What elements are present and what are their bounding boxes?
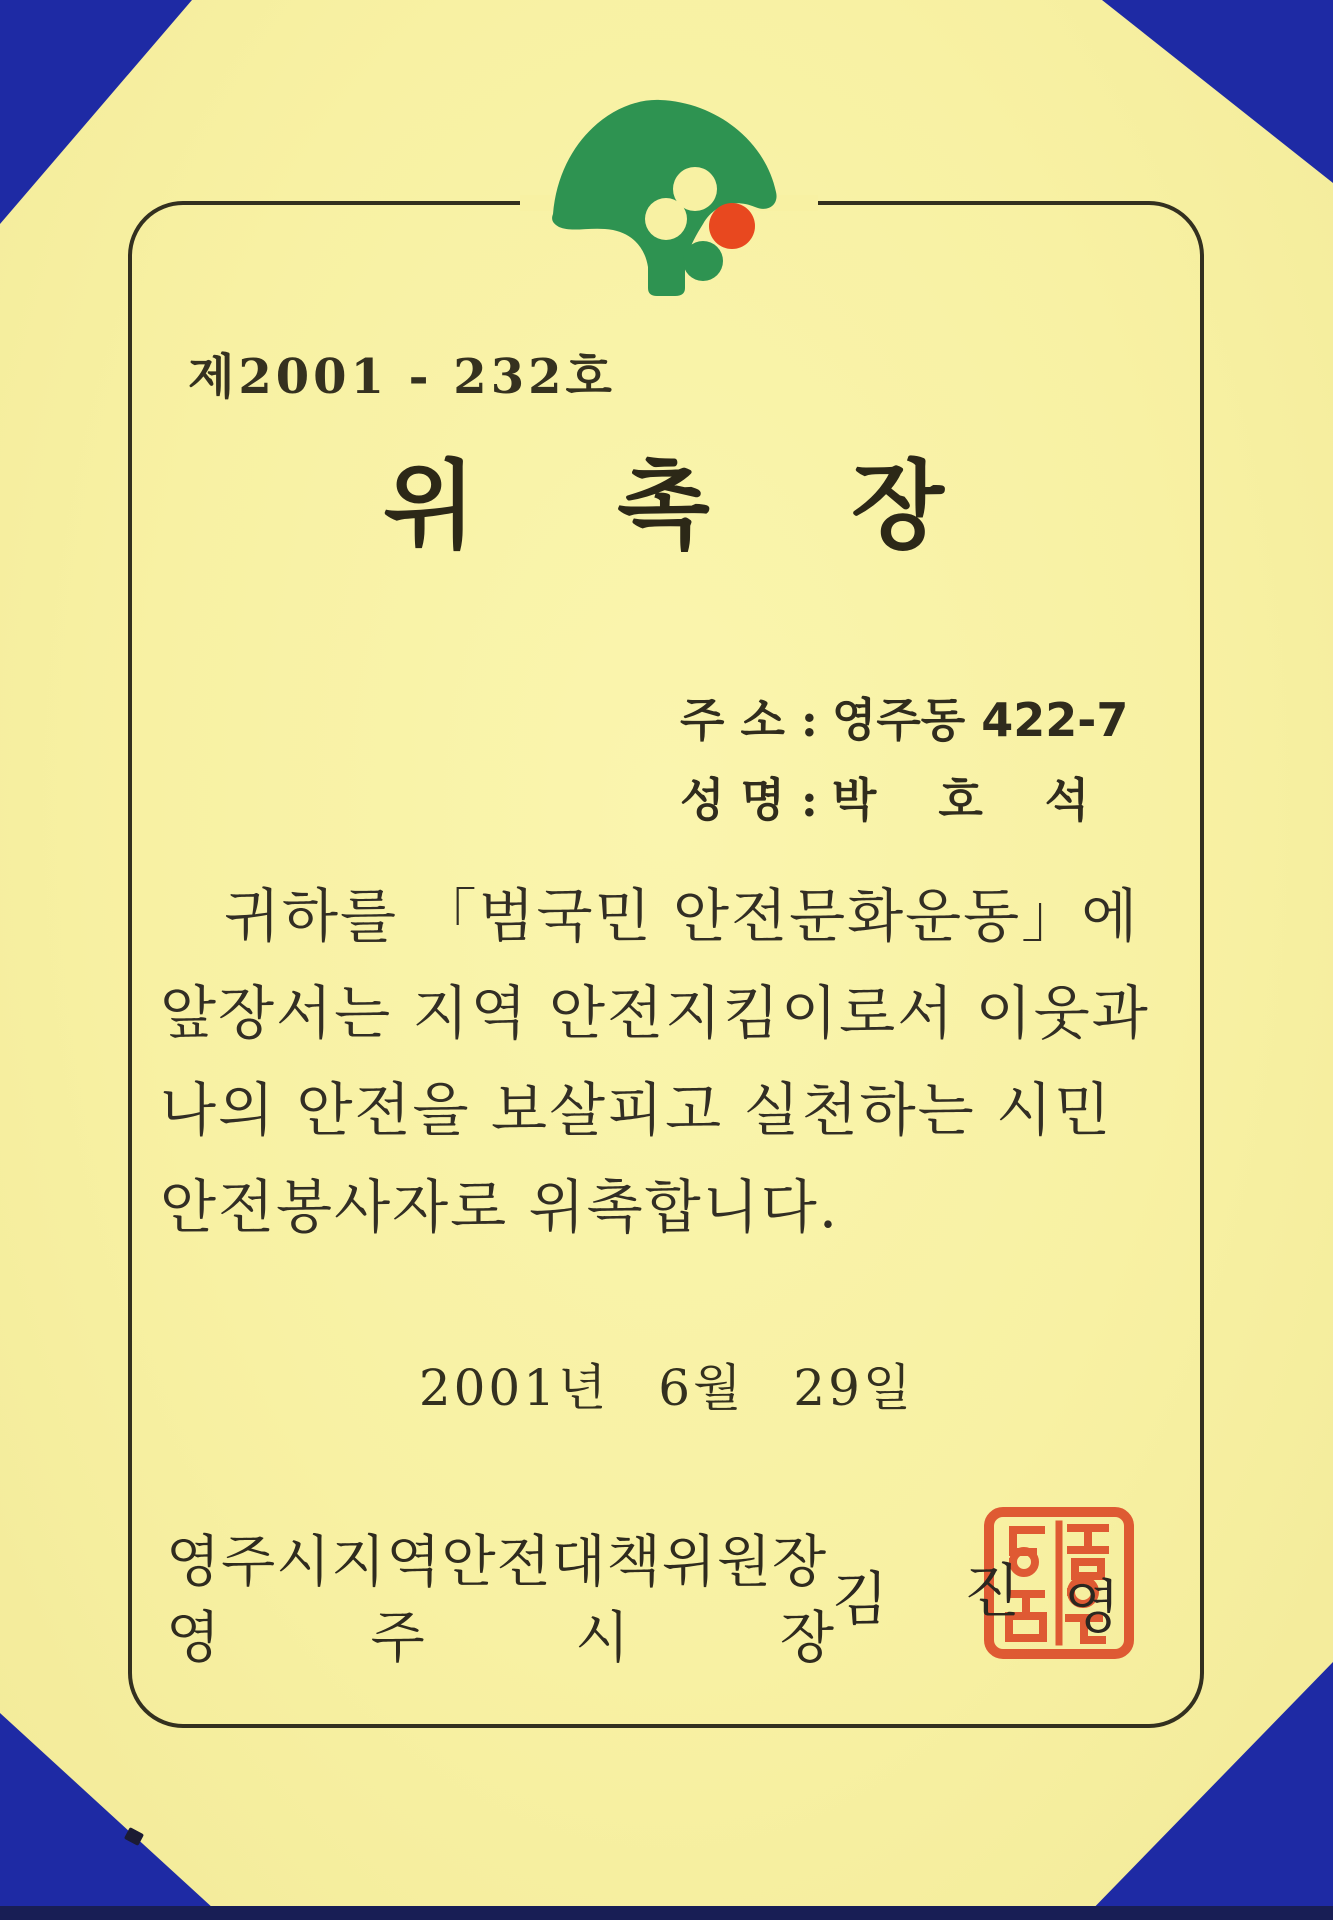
address-row: [680, 684, 1128, 750]
issuer-mayor-title: [166, 1594, 834, 1674]
signer-name-char: 김: [832, 1565, 889, 1633]
emblem-leaf: [552, 100, 776, 296]
issuer-char: 장: [779, 1606, 834, 1671]
body-line: 귀하를 「범국민 안전문화운동」에: [224, 882, 1140, 950]
name-label: 성 명 :: [680, 773, 818, 827]
name-value: 박 호 석: [831, 773, 1090, 827]
document-number: 제2001 - 232호: [188, 349, 616, 405]
issuer-committee-title: 영주시지역안전대책위원장: [166, 1530, 828, 1595]
address-label: 주 소 :: [680, 693, 818, 747]
emblem-green-dot: [683, 241, 723, 281]
address-value: 영주동 422-7: [831, 693, 1129, 747]
issue-date: 2001년 6월 29일: [418, 1359, 915, 1417]
body-paragraph: [160, 868, 1200, 1256]
signer-name-char: 진: [964, 1557, 1021, 1625]
body-line: 앞장서는 지역 안전지킴이로서 이웃과: [160, 979, 1150, 1047]
issuer-char: 영: [166, 1606, 221, 1671]
issuer-char: 주: [370, 1606, 425, 1671]
scan-edge-strip: [0, 1906, 1333, 1920]
body-line: 나의 안전을 보살피고 실천하는 시민: [160, 1076, 1113, 1144]
issuer-char: 시: [575, 1606, 630, 1671]
emblem-red-dot: [709, 203, 755, 249]
certificate-title: 위 촉 장: [382, 449, 951, 562]
name-row: [680, 764, 1089, 830]
yeongju-emblem-icon: [545, 92, 785, 304]
signer-name-char: 영: [1064, 1573, 1121, 1641]
body-line: 안전봉사자로 위촉합니다.: [160, 1173, 840, 1241]
emblem-cutout-circle: [645, 198, 687, 240]
